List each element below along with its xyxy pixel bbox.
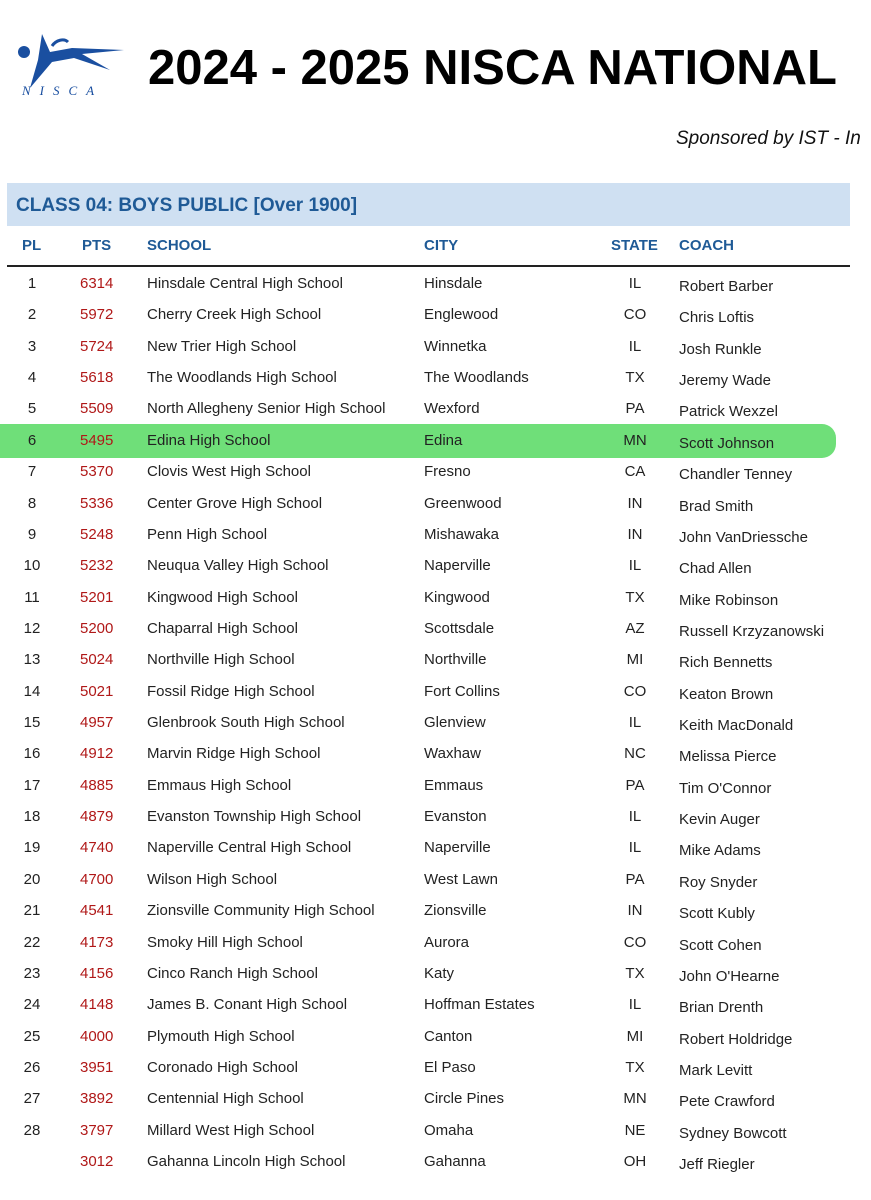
cell-school: Kingwood High School (147, 588, 298, 606)
cell-coach: Robert Holdridge (679, 1030, 793, 1048)
cell-state: IN (627, 525, 643, 543)
swimmer-icon (12, 30, 127, 90)
table-row (0, 1153, 860, 1184)
cell-pl: 1 (27, 275, 37, 292)
cell-coach: Brad Smith (679, 497, 754, 515)
cell-pts: 3892 (80, 1090, 114, 1108)
cell-pts: 4173 (80, 933, 114, 951)
cell-state: MN (623, 1090, 647, 1108)
cell-pl: 12 (23, 619, 41, 637)
cell-state: IL (628, 839, 642, 857)
cell-pl: 18 (23, 808, 41, 826)
table-row (0, 275, 860, 306)
cell-state: IN (627, 494, 643, 512)
cell-school: Emmaus High School (147, 776, 292, 794)
cell-state: PA (625, 776, 645, 794)
cell-state: IN (627, 902, 643, 920)
cell-school: North Allegheny Senior High School (147, 400, 386, 418)
cell-state: CO (623, 682, 647, 700)
table-row (0, 620, 860, 651)
cell-state: IL (628, 808, 642, 826)
cell-city: Winnetka (424, 337, 487, 355)
table-row (0, 683, 860, 714)
cell-coach: John O'Hearne (679, 967, 780, 985)
header-divider (7, 265, 850, 267)
cell-coach: Chad Allen (679, 560, 752, 578)
sponsor-line: Sponsored by IST - In (676, 128, 861, 149)
cell-coach: Jeff Riegler (679, 1156, 755, 1174)
table-row (0, 902, 860, 933)
cell-coach: Keith MacDonald (679, 717, 794, 735)
table-row (0, 1122, 860, 1153)
cell-coach: Mike Robinson (679, 591, 779, 609)
cell-coach: Scott Cohen (679, 936, 762, 954)
cell-pl: 20 (23, 870, 41, 888)
cell-city: Englewood (424, 306, 499, 324)
cell-pts: 3797 (80, 1121, 114, 1139)
cell-pl: 22 (23, 933, 41, 951)
cell-state: MI (626, 651, 644, 669)
cell-city: Kingwood (424, 588, 490, 606)
cell-school: Fossil Ridge High School (147, 682, 315, 700)
cell-city: Northville (424, 651, 487, 669)
table-row (0, 1028, 860, 1059)
cell-school: Gahanna Lincoln High School (147, 1153, 346, 1171)
logo-text: NISCA (22, 83, 104, 98)
cell-pts: 5248 (80, 525, 114, 543)
page-title: 2024 - 2025 NISCA NATIONAL (148, 41, 837, 95)
col-header-state: STATE (611, 237, 658, 254)
table-row (0, 745, 860, 776)
cell-pts: 5336 (80, 494, 114, 512)
cell-pl: 16 (23, 745, 41, 763)
col-header-city: CITY (424, 237, 459, 254)
cell-state: CO (623, 933, 647, 951)
cell-pts: 4148 (80, 996, 114, 1014)
cell-city: West Lawn (424, 870, 498, 888)
cell-state: AZ (625, 619, 645, 637)
cell-pts: 4156 (80, 964, 114, 982)
cell-school: Smoky Hill High School (147, 933, 303, 951)
cell-pl: 24 (23, 996, 41, 1014)
table-row (0, 839, 860, 870)
cell-coach: Mark Levitt (679, 1062, 753, 1079)
table-row (0, 369, 860, 400)
cell-pl: 2 (27, 306, 37, 324)
cell-pts: 4957 (80, 714, 114, 732)
cell-coach: Robert Barber (679, 278, 774, 295)
cell-school: Evanston Township High School (147, 808, 362, 826)
cell-school: Zionsville Community High School (147, 902, 375, 920)
cell-city: Canton (424, 1027, 473, 1045)
cell-pts: 4879 (80, 808, 114, 826)
class-header (7, 183, 850, 226)
cell-city: Mishawaka (424, 525, 500, 543)
table-row (0, 651, 860, 682)
cell-coach: Scott Kubly (679, 905, 755, 923)
cell-school: Wilson High School (147, 870, 278, 888)
cell-city: Scottsdale (424, 619, 495, 637)
cell-pts: 5024 (80, 651, 114, 669)
cell-pts: 4541 (80, 902, 114, 920)
cell-state: IL (628, 337, 642, 355)
cell-pts: 4912 (80, 745, 114, 763)
cell-school: Cinco Ranch High School (147, 964, 318, 982)
cell-pl: 13 (23, 651, 41, 669)
cell-pl: 14 (23, 682, 41, 700)
cell-coach: Josh Runkle (679, 340, 762, 358)
cell-pl: 27 (23, 1090, 41, 1108)
cell-pts: 5370 (80, 463, 114, 481)
cell-state: OH (623, 1153, 647, 1171)
cell-school: Chaparral High School (147, 619, 298, 637)
cell-state: PA (625, 400, 645, 418)
cell-city: Hinsdale (424, 275, 483, 292)
cell-pl: 9 (27, 525, 37, 543)
cell-pl: 23 (23, 964, 41, 982)
cell-pts: 5200 (80, 619, 114, 637)
cell-coach: Melissa Pierce (679, 748, 777, 766)
cell-pts: 4700 (80, 870, 114, 888)
cell-school: Marvin Ridge High School (147, 745, 321, 763)
cell-state: CO (623, 306, 647, 324)
cell-pl: 19 (23, 839, 41, 857)
cell-school: Cherry Creek High School (147, 306, 322, 324)
table-row (0, 996, 860, 1027)
cell-city: Waxhaw (424, 745, 481, 763)
cell-coach: Brian Drenth (679, 999, 764, 1017)
cell-city: Omaha (424, 1121, 474, 1139)
cell-pl: 11 (24, 588, 40, 606)
cell-city: Emmaus (424, 776, 484, 794)
cell-coach: Pete Crawford (679, 1093, 775, 1111)
cell-city: Aurora (424, 933, 470, 951)
table-row (0, 463, 860, 494)
cell-city: Katy (424, 964, 455, 982)
cell-school: The Woodlands High School (147, 369, 337, 387)
cell-school: Clovis West High School (147, 463, 311, 481)
cell-coach: Kevin Auger (679, 811, 760, 829)
cell-pts: 4885 (80, 776, 114, 794)
cell-coach: Keaton Brown (679, 685, 774, 703)
cell-pts: 5495 (80, 431, 114, 449)
cell-pts: 5201 (80, 588, 114, 606)
cell-school: Center Grove High School (147, 494, 323, 512)
cell-state: MN (623, 431, 647, 449)
cell-school: Millard West High School (147, 1121, 315, 1139)
cell-city: Greenwood (424, 494, 502, 512)
cell-pts: 3951 (80, 1059, 114, 1076)
class-title: CLASS 04: BOYS PUBLIC [Over 1900] (16, 195, 358, 216)
cell-state: TX (625, 369, 645, 387)
col-header-school: SCHOOL (147, 237, 212, 254)
cell-school: Northville High School (147, 651, 295, 669)
cell-school: Neuqua Valley High School (147, 557, 329, 575)
cell-school: Naperville Central High School (147, 839, 352, 857)
cell-coach: Jeremy Wade (679, 372, 771, 390)
cell-city: Hoffman Estates (424, 996, 535, 1014)
cell-pts: 4000 (80, 1027, 114, 1045)
cell-city: El Paso (424, 1059, 476, 1076)
cell-coach: Chandler Tenney (679, 466, 793, 484)
cell-pts: 5724 (80, 337, 114, 355)
cell-coach: Sydney Bowcott (679, 1124, 787, 1142)
cell-pl: 3 (27, 337, 37, 355)
cell-city: Fresno (424, 463, 471, 481)
table-row (0, 495, 860, 526)
cell-coach: Mike Adams (679, 842, 761, 860)
cell-coach: Scott Johnson (679, 434, 775, 452)
cell-pl: 17 (23, 776, 41, 794)
cell-city: Zionsville (424, 902, 487, 920)
table-row (0, 808, 860, 839)
cell-city: Naperville (424, 839, 491, 857)
cell-pl: 28 (23, 1121, 41, 1139)
cell-city: Naperville (424, 557, 491, 575)
table-row (0, 1090, 860, 1121)
cell-pl: 10 (23, 557, 41, 575)
cell-state: IL (628, 714, 642, 732)
table-row (0, 589, 860, 620)
cell-city: The Woodlands (424, 369, 529, 387)
table-row (0, 965, 860, 996)
cell-coach: Rich Bennetts (679, 654, 773, 672)
table-row (0, 526, 860, 557)
table-row (0, 714, 860, 745)
table-row (0, 934, 860, 965)
cell-state: PA (625, 870, 645, 888)
cell-coach: John VanDriessche (679, 528, 808, 546)
cell-city: Fort Collins (424, 682, 500, 700)
cell-school: Coronado High School (147, 1059, 298, 1076)
cell-pl: 5 (27, 400, 37, 418)
cell-pl: 21 (23, 902, 41, 920)
cell-coach: Russell Krzyzanowski (679, 622, 825, 640)
cell-city: Edina (424, 431, 463, 449)
cell-state: NC (624, 745, 646, 763)
cell-school: Hinsdale Central High School (147, 275, 343, 292)
cell-pts: 6314 (80, 275, 114, 292)
cell-state: TX (625, 588, 645, 606)
col-header-coach: COACH (679, 237, 734, 254)
cell-state: TX (625, 1059, 645, 1076)
cell-pl: 25 (23, 1027, 41, 1045)
cell-pts: 4740 (80, 839, 114, 857)
cell-pl: 26 (23, 1059, 41, 1076)
cell-school: Glenbrook South High School (147, 714, 345, 732)
col-header-pl: PL (22, 237, 42, 254)
table-row (0, 432, 860, 463)
cell-school: James B. Conant High School (147, 996, 348, 1014)
cell-state: NE (624, 1121, 646, 1139)
cell-pts: 5618 (80, 369, 114, 387)
cell-coach: Tim O'Connor (679, 779, 772, 797)
cell-pl: 8 (27, 494, 37, 512)
table-row (0, 777, 860, 808)
cell-city: Glenview (424, 714, 486, 732)
table-row (0, 400, 860, 431)
cell-state: MI (626, 1027, 644, 1045)
cell-pts: 5021 (80, 682, 114, 700)
cell-pts: 5509 (80, 400, 114, 418)
cell-coach: Chris Loftis (679, 309, 755, 327)
cell-city: Circle Pines (424, 1090, 505, 1108)
table-row (0, 306, 860, 337)
cell-pts: 5232 (80, 557, 114, 575)
cell-state: TX (625, 964, 645, 982)
cell-state: IL (628, 996, 642, 1014)
cell-school: New Trier High School (147, 337, 297, 355)
table-row (0, 1059, 860, 1090)
cell-school: Edina High School (147, 431, 271, 449)
cell-school: Penn High School (147, 525, 268, 543)
cell-city: Wexford (424, 400, 480, 418)
cell-pl: 6 (27, 431, 37, 449)
cell-school: Centennial High School (147, 1090, 304, 1108)
cell-pl: 7 (27, 463, 37, 481)
cell-city: Evanston (424, 808, 487, 826)
cell-pl: 15 (23, 714, 41, 732)
cell-pts: 3012 (80, 1153, 114, 1171)
table-row (0, 338, 860, 369)
cell-state: CA (624, 463, 646, 481)
cell-state: IL (628, 557, 642, 575)
cell-city: Gahanna (424, 1153, 486, 1171)
cell-school: Plymouth High School (147, 1027, 295, 1045)
table-row (0, 557, 860, 588)
table-row (0, 871, 860, 902)
col-header-pts: PTS (82, 237, 112, 254)
cell-coach: Patrick Wexzel (679, 403, 778, 421)
cell-pl: 4 (27, 369, 37, 387)
cell-coach: Roy Snyder (679, 873, 758, 891)
cell-state: IL (628, 275, 642, 292)
cell-pts: 5972 (80, 306, 114, 324)
